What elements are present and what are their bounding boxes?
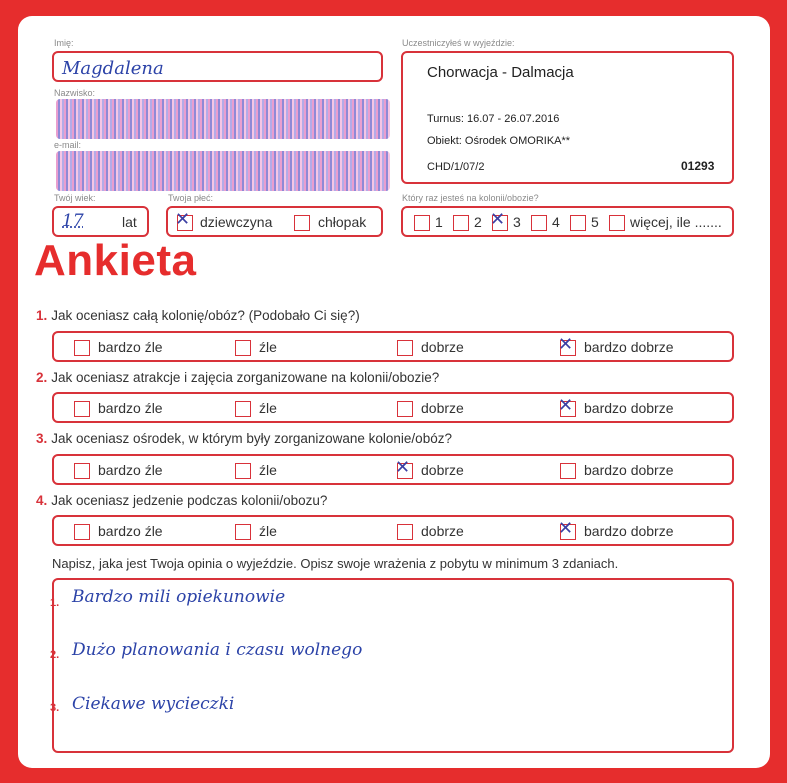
trip-code: CHD/1/07/2 [427, 161, 485, 173]
answer-row-2 [52, 392, 734, 423]
question-number: 1. [36, 308, 48, 323]
trip-label: Uczestniczyłeś w wyjeździe: [402, 38, 515, 48]
times-checkbox-1[interactable] [414, 215, 430, 231]
age-field[interactable] [52, 206, 149, 237]
age-value: 17 [62, 211, 84, 231]
age-label: Twój wiek: [54, 193, 96, 203]
option-label: dobrze [421, 339, 464, 355]
check-mark-icon: ✕ [558, 334, 574, 355]
surname-redacted [56, 99, 390, 139]
q1-checkbox-4[interactable] [558, 334, 576, 356]
check-mark-icon: ✕ [558, 395, 574, 416]
question-number: 2. [36, 370, 48, 385]
option-label: bardzo dobrze [584, 339, 674, 355]
q3-checkbox-3[interactable] [395, 457, 413, 479]
q4-checkbox-1[interactable] [74, 524, 90, 540]
times-checkbox-3[interactable] [490, 209, 508, 231]
q4-checkbox-2[interactable] [235, 524, 251, 540]
opinion-prompt: Napisz, jaka jest Twoja opinia o wyjeździe. Opisz swoje wrażenia z pobytu w minimum 3 zdaniach. [52, 556, 619, 571]
gender-label: Twoja płeć: [168, 193, 214, 203]
times-checkbox-2[interactable] [453, 215, 469, 231]
option-label: bardzo źle [98, 339, 163, 355]
name-field[interactable] [52, 51, 383, 82]
question-text: Jak oceniasz całą kolonię/obóz? (Podobało Ci się?) [51, 308, 360, 323]
q2-checkbox-3[interactable] [397, 401, 413, 417]
gender-checkbox-boy[interactable] [294, 215, 310, 231]
q1-checkbox-3[interactable] [397, 340, 413, 356]
times-label-4: 4 [552, 214, 560, 230]
question-text: Jak oceniasz atrakcje i zajęcia zorganizowane na kolonii/obozie? [51, 370, 440, 385]
email-label: e-mail: [54, 140, 82, 150]
name-label: Imię: [54, 38, 74, 48]
times-checkbox-4[interactable] [531, 215, 547, 231]
q3-checkbox-1[interactable] [74, 463, 90, 479]
q1-checkbox-1[interactable] [74, 340, 90, 356]
q1-checkbox-2[interactable] [235, 340, 251, 356]
q2-checkbox-1[interactable] [74, 401, 90, 417]
times-label: Który raz jesteś na kolonii/obozie? [402, 193, 539, 203]
option-label: bardzo źle [98, 462, 163, 478]
email-redacted [56, 151, 390, 191]
opinion-number: 2. [50, 649, 60, 661]
q3-checkbox-2[interactable] [235, 463, 251, 479]
times-label-2: 2 [474, 214, 482, 230]
gender-girl-label: dziewczyna [200, 214, 273, 230]
check-mark-icon: ✕ [175, 209, 191, 230]
option-label: bardzo źle [98, 523, 163, 539]
times-label-5: 5 [591, 214, 599, 230]
option-label: bardzo dobrze [584, 400, 674, 416]
object-value: Ośrodek OMORIKA** [464, 135, 571, 147]
opinion-number: 3. [50, 702, 60, 714]
times-group [401, 206, 734, 237]
survey-title: Ankieta [34, 236, 197, 285]
option-label: bardzo dobrze [584, 523, 674, 539]
q4-checkbox-3[interactable] [397, 524, 413, 540]
turnus-value: 16.07 - 26.07.2016 [466, 113, 560, 125]
surname-label: Nazwisko: [54, 88, 96, 98]
question-text: Jak oceniasz ośrodek, w którym były zorganizowane kolonie/obóz? [51, 431, 452, 446]
object-label: Obiekt: [427, 135, 462, 147]
q4-checkbox-4[interactable] [558, 518, 576, 540]
option-label: dobrze [421, 400, 464, 416]
answer-row-1 [52, 331, 734, 362]
question-number: 4. [36, 493, 48, 508]
age-unit: lat [122, 214, 137, 230]
gender-checkbox-girl[interactable] [175, 209, 193, 231]
option-label: źle [259, 339, 277, 355]
trip-name: Chorwacja - Dalmacja [427, 64, 574, 81]
q2-checkbox-4[interactable] [558, 395, 576, 417]
trip-number: 01293 [681, 159, 715, 173]
option-label: źle [259, 400, 277, 416]
opinion-line: Ciekawe wycieczki [72, 694, 235, 714]
option-label: dobrze [421, 462, 464, 478]
question-text: Jak oceniasz jedzenie podczas kolonii/obozu? [51, 493, 328, 508]
check-mark-icon: ✕ [395, 457, 411, 478]
opinion-line: Dużo planowania i czasu wolnego [72, 640, 363, 660]
turnus-label: Turnus: [427, 113, 464, 125]
q3-checkbox-4[interactable] [560, 463, 576, 479]
q2-checkbox-2[interactable] [235, 401, 251, 417]
answer-row-4 [52, 515, 734, 546]
option-label: bardzo dobrze [584, 462, 674, 478]
answer-row-3 [52, 454, 734, 485]
times-label-1: 1 [435, 214, 443, 230]
trip-box [401, 51, 734, 184]
times-label-more: więcej, ile ....... [630, 214, 722, 230]
opinion-line: Bardzo mili opiekunowie [72, 587, 286, 607]
name-value: Magdalena [62, 58, 164, 79]
gender-group [166, 206, 383, 237]
gender-boy-label: chłopak [318, 214, 367, 230]
opinion-number: 1. [50, 597, 60, 609]
option-label: źle [259, 523, 277, 539]
times-checkbox-more[interactable] [609, 215, 625, 231]
times-checkbox-5[interactable] [570, 215, 586, 231]
question-number: 3. [36, 431, 48, 446]
check-mark-icon: ✕ [558, 518, 574, 539]
option-label: dobrze [421, 523, 464, 539]
option-label: bardzo źle [98, 400, 163, 416]
times-label-3: 3 [513, 214, 521, 230]
check-mark-icon: ✕ [490, 209, 506, 230]
option-label: źle [259, 462, 277, 478]
